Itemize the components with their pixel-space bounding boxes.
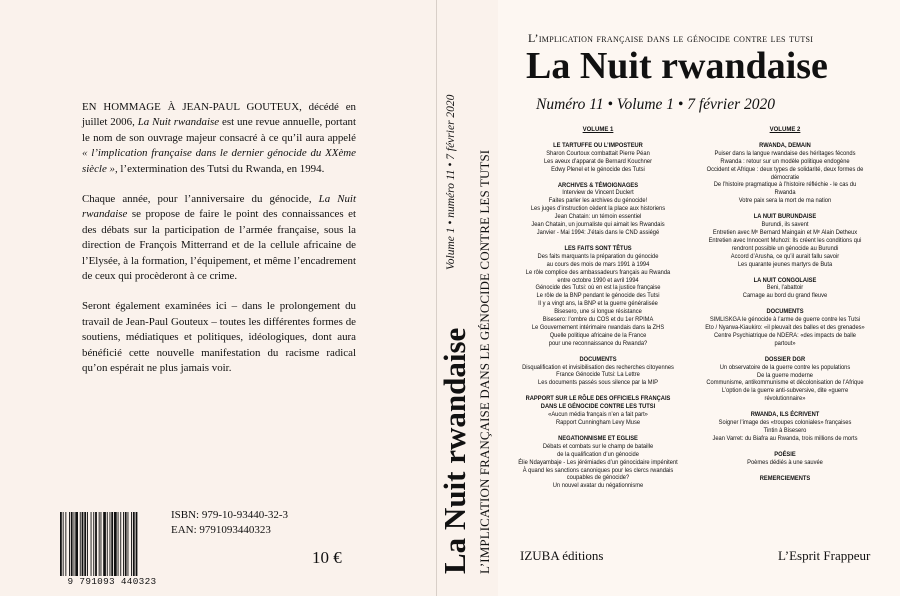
toc-item: SIMLISKGA le génocide à l’arme de guerre contre les Tutsi — [709, 316, 861, 324]
price: 10 € — [312, 548, 342, 567]
spine-subtitle: L’IMPLICATION FRANÇAISE DANS LE GÉNOCIDE CONTRE LES TUTSI — [477, 149, 492, 574]
toc-section — [704, 213, 866, 268]
toc-item: Beni, l’abattoir — [766, 284, 804, 292]
toc-section-heading: LES FAITS SONT TÊTUS — [564, 244, 632, 252]
tribute-paragraph — [82, 100, 356, 177]
back-cover — [0, 0, 436, 596]
toc-section-heading: LE TARTUFFE OU L’IMPOSTEUR — [553, 141, 643, 149]
toc-section — [704, 308, 866, 348]
toc-item: Faites parler les archives du génocide! — [548, 197, 648, 205]
toc-item: au cours des mois de mars 1991 à 1994 — [546, 260, 650, 268]
toc-item: France Génocide Tutsi: La Lettre — [556, 371, 640, 379]
toc-section-heading: REMERCIEMENTS — [759, 474, 811, 482]
toc-item: Sharon Courtoux combattait Pierre Péan — [546, 149, 650, 157]
tribute-text-c: , l’extermination des Tutsi du Rwanda, en 1994. — [114, 162, 325, 175]
isbn-block — [171, 508, 288, 538]
toc-section — [517, 182, 679, 237]
kicker-first: L’ — [528, 31, 539, 45]
toc-section — [517, 435, 679, 490]
toc-item: Quelle politique africaine de la France — [549, 331, 647, 339]
toc-item: de la qualification d’un génocide — [557, 450, 639, 458]
toc-item: Un observatoire de la guerre contre les populations — [719, 363, 851, 371]
toc-item: Occident et Afrique : deux types de solidarité, deux formes de — [706, 165, 864, 173]
toc-section-heading: NEGATIONNISME ET EGLISE — [558, 434, 638, 442]
toc-item: L’option de la guerre anti-subversive, dite «guerre révolutionnaire» — [721, 387, 849, 403]
toc-item: Un nouvel avatar du négationnisme — [552, 482, 644, 490]
barcode-digits: 9 791093 440323 — [67, 576, 157, 587]
toc-section-heading: ARCHIVES & TÉMOIGNAGES — [557, 181, 639, 189]
toc-item: Disqualification et invisibilisation des recherches citoyennes — [522, 363, 674, 371]
toc-item: Tintin à Bisesero — [763, 427, 807, 434]
anniversary-text-a: Chaque année, pour l’anniversaire du génocide, — [82, 193, 319, 206]
anniversary-text-b: se propose de faire le point des connaissances et des débats sur la participation de l’armée française, sous la direction de François Mitterrand et de la cellule africaine de l’Elysée, à la formation, l’équipement, et même l’encadrement de ceux qui procèderont à ce crime. — [82, 208, 356, 283]
toc-item: Bisesero: l’ombre du COS et du 1er RPIMA — [542, 316, 654, 324]
front-cover — [498, 0, 900, 596]
volume-label: VOLUME 2 — [769, 126, 801, 133]
toc-item: De l’histoire pragmatique à l’histoire réfléchie - le cas du Rwanda — [713, 181, 857, 197]
toc-section-heading: LA NUIT CONGOLAISE — [753, 276, 817, 284]
toc-item: Les documents passés sous silence par la MIP — [538, 379, 658, 387]
toc-item: coupables de génocide? — [566, 474, 630, 482]
kicker-rest: implication française dans le génocide contre les tutsi — [538, 31, 814, 45]
tribute-quote: « l’implication française dans le dernier génocide du XXème siècle » — [82, 147, 356, 175]
toc-item: Votre paix sera la mort de ma nation — [738, 197, 832, 205]
toc-item: pour une reconnaissance du Rwanda? — [548, 339, 648, 347]
toc-section — [704, 356, 866, 403]
toc-section — [704, 277, 866, 301]
anniversary-journal-title: La Nuit rwandaise — [82, 193, 356, 221]
tribute-text-a: décédé en juillet 2006, — [82, 101, 356, 129]
toc-item: Jean Varret: du Biafra au Rwanda, trois millions de morts — [712, 434, 858, 442]
toc-item: rendront possible un génocide au Burundi — [731, 244, 839, 252]
anniversary-paragraph — [82, 192, 356, 284]
toc-volume-2 — [704, 126, 866, 491]
ean-number: EAN: 9791093440323 — [171, 524, 271, 536]
toc-item: Débats et combats sur le champ de bataille — [542, 442, 654, 450]
toc-item: Janvier - Mai 1994: J’étais dans le CND assiégé — [536, 228, 660, 236]
spine-title: La Nuit rwandaise — [437, 327, 472, 574]
publisher-izuba: IZUBA éditions — [520, 548, 604, 563]
toc-item: Les juges d’instruction cèdent la place aux historiens — [530, 205, 666, 213]
back-cover-text — [82, 100, 356, 392]
toc-item: Le rôle complice des ambassadeurs français au Rwanda — [525, 268, 671, 276]
toc-item: Entretien avec Innocent Muhozi: Ils créent les conditions qui — [708, 236, 862, 244]
toc-section-heading: DOCUMENTS — [766, 308, 804, 316]
toc-section — [517, 395, 679, 427]
spine-issue: Volume 1 • numéro 11 • 7 février 2020 — [445, 94, 457, 270]
toc-item: Rapport Cunningham Levy Muse — [555, 419, 641, 426]
toc-item: Burundi, ils savent — [761, 221, 809, 229]
volume-label: VOLUME 1 — [582, 126, 614, 133]
toc-item: Le rôle de la BNP pendant le génocide des Tutsi — [536, 292, 660, 300]
toc-item: Soigner l’image des «troupes coloniales» françaises — [718, 419, 852, 427]
cover-title: La Nuit rwandaise — [526, 45, 828, 87]
tribute-lead: EN HOMMAGE À JEAN-PAUL GOUTEUX, — [82, 101, 302, 113]
toc-section — [704, 451, 866, 467]
spine — [436, 0, 498, 596]
toc-section-heading: DOCUMENTS — [579, 355, 617, 363]
publisher-esprit-frappeur: L’Esprit Frappeur — [778, 548, 871, 563]
toc-section-heading: POÉSIE — [774, 450, 796, 458]
toc-item: entre octobre 1990 et avril 1994 — [557, 276, 639, 284]
toc-item: Carnage au bord du grand fleuve — [742, 292, 828, 300]
toc-section — [517, 245, 679, 348]
tribute-text-b: est une revue annuelle, portant le nom de son ouvrage majeur consacré à ce qu’il aura appelé — [82, 116, 356, 144]
toc-item: Le Gouvernement intérimaire rwandais dans la ZHS — [531, 323, 665, 331]
toc-section-heading: RWANDA, ILS ÉCRIVENT — [750, 411, 820, 419]
toc-section — [704, 475, 866, 483]
toc-item: Centre Psychiatrique de NDERA: «des impacts de balle partout» — [714, 331, 856, 347]
toc-item: Il y a vingt ans, la BNP et la guerre généralisée — [538, 300, 658, 308]
toc-item: Les quarante jeunes martyrs de Buta — [737, 260, 833, 268]
toc-item: Génocide des Tutsi: où en est la justice française — [535, 284, 661, 292]
toc-item: Les aveux d’apparat de Bernard Kouchner — [543, 157, 653, 165]
toc-item: démocratie — [770, 173, 800, 181]
tribute-journal-title: La Nuit rwandaise — [137, 116, 220, 129]
toc-volume-1 — [517, 126, 679, 498]
toc-item: À quand les sanctions canoniques pour les clercs rwandais — [522, 466, 674, 474]
toc-item: Accord d’Arusha, ce qu’il aurait fallu savoir — [730, 252, 840, 260]
toc-item: Eto / Nyarwa-Kiaukiro: «il pleuvait des balles et des grenades» — [705, 324, 865, 332]
toc-item: Poèmes dédiés à une sauvée — [747, 458, 823, 466]
toc-item: Jean Chatain, un journaliste qui aimait les Rwandais — [531, 221, 665, 229]
toc-item: De la guerre moderne — [757, 371, 813, 379]
toc-item: Rwanda : retour sur un modèle politique endogène — [720, 157, 850, 165]
toc-item: Puiser dans la langue rwandaise des héritages féconds — [714, 149, 856, 157]
toc-section-heading: DOSSIER DGR — [764, 355, 806, 363]
toc-section — [704, 142, 866, 205]
spine-rotated-text — [437, 20, 499, 580]
toc-section-heading: RAPPORT SUR LE RÔLE DES OFFICIELS FRANÇAIS DANS LE GÉNOCIDE CONTRE LES TUTSI — [525, 395, 671, 411]
toc-item: Élie Ndayambaje - Les jérémiades d’un génocidaire impénitent — [518, 458, 678, 466]
toc-item: Des faits marquants la préparation du génocide — [537, 252, 659, 260]
toc-item: «Aucun média français n’en a fait part» — [548, 411, 648, 419]
toc-item: Entretien avec Mᵉ Bernard Maingain et Mᵉ Alain Detheux — [712, 228, 858, 236]
isbn-number: ISBN: 979-10-93440-32-3 — [171, 509, 289, 521]
toc-section-heading: LA NUIT BURUNDAISE — [753, 213, 817, 221]
toc-item: Communisme, antikommunisme et décolonisation de l’Afrique — [706, 379, 864, 387]
toc-item: Edwy Plenel et le génocide des Tutsi — [551, 165, 645, 173]
toc-item: Jean Chatain: un témoin essentiel — [554, 213, 642, 221]
barcode-icon — [60, 512, 164, 576]
toc-item: Bisesero, une si longue résistance — [554, 308, 642, 316]
toc-section — [517, 356, 679, 388]
toc-section-heading: RWANDA, DEMAIN — [759, 141, 811, 149]
toc-section — [517, 142, 679, 174]
scope-paragraph: Seront également examinées ici – dans le prolongement du travail de Jean-Paul Gouteux – toutes les différentes formes de soutiens, médiatiques et politiques, idéologiques, dont aura bénéficié cette nouvelle manifestation du racisme radical qu’on espérait ne plus jamais voir. — [82, 300, 356, 375]
toc-item: Interview de Vincent Duclert — [562, 189, 634, 197]
toc-section — [704, 411, 866, 443]
cover-issue-line: Numéro 11 • Volume 1 • 7 février 2020 — [536, 96, 776, 113]
